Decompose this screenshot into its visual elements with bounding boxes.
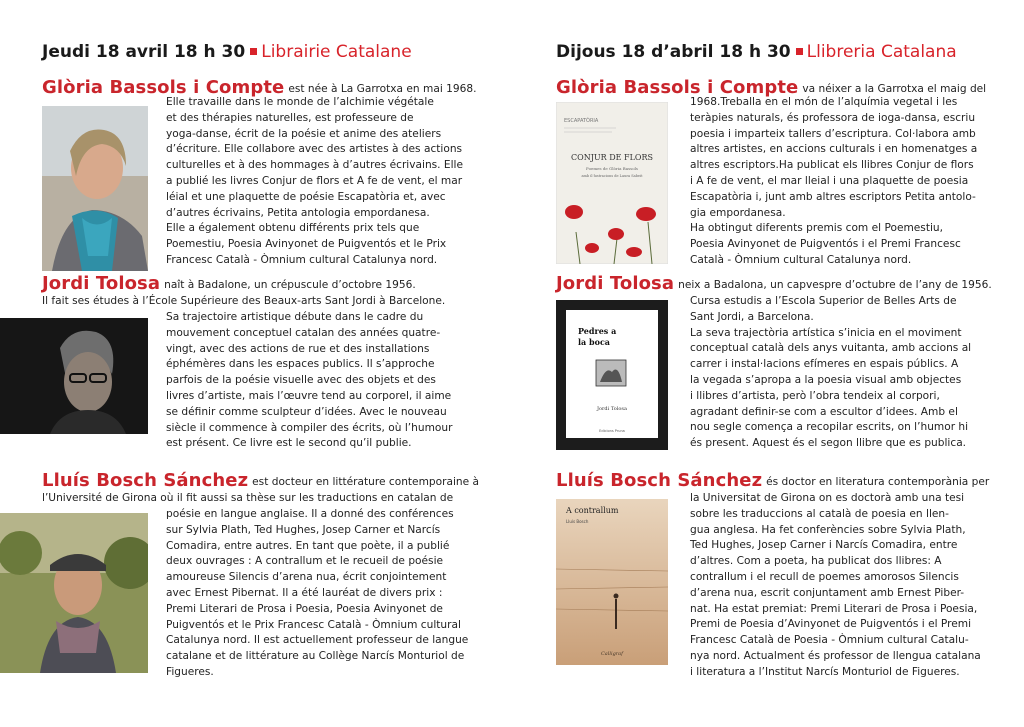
author-intro-text: est docteur en littérature contemporaine à [252, 476, 479, 488]
left-column [42, 0, 512, 727]
author-intro [42, 470, 512, 491]
author-photo-gloria [42, 106, 148, 271]
author-name: Glòria Bassols i Compte [42, 77, 285, 98]
event-date: Dijous 18 d’abril 18 h 30 [556, 42, 791, 62]
author-name: Glòria Bassols i Compte [556, 77, 799, 98]
author-name: Jordi Tolosa [42, 273, 161, 294]
author-name: Jordi Tolosa [556, 273, 675, 294]
book-illustrator: amb il·lustracions de Laura Sabeit [581, 174, 643, 178]
event-date: Jeudi 18 avril 18 h 30 [42, 42, 246, 62]
book-title: A contrallum [566, 506, 619, 515]
book-cover-a-contrallum [556, 499, 668, 665]
book-series: ESCAPATÒRIA [564, 118, 599, 124]
right-header [556, 42, 957, 62]
book-author: Lluís Bosch [566, 519, 589, 524]
author-name: Lluís Bosch Sánchez [42, 470, 249, 491]
book-author: Jordi Tolosa [597, 406, 627, 412]
book-cover-conjur-de-flors [556, 102, 668, 264]
author-intro [556, 470, 1024, 491]
author-bio: 1968.Treballa en el món de l’alquímia vegetal i les teràpies naturals, és professora de ioga-dansa, escriu poesia i imparteix tallers d’escriptura. Col·labora amb altres artistes, en accions culturals i en homenatges a altres escriptors.Ha publicat els llibres Conjur de flors i A fe de vent, el mar lleial i una plaquette de poesia Escapatòria i, junt amb altres escriptors Petita antolo- gia empordanesa. Ha obtingut diferents premis com el Poemestiu, Poesia Avinyonet de Puigventós i el Premi Francesc Català - Òmnium cultural Catalunya nord. [690, 96, 978, 266]
book-title-line1: Pedres a [578, 326, 617, 336]
author-name: Lluís Bosch Sánchez [556, 470, 763, 491]
event-venue: Librairie Catalane [261, 42, 412, 62]
right-column [556, 0, 1024, 727]
author-bio: Elle travaille dans le monde de l’alchimie végétale et des thérapies naturelles, est professeure de yoga-danse, écrit de la poésie et anime des ateliers d’écriture. Elle collabore avec des artistes à des actions culturelles et à des hommages à d’autres écrivains. Elle a publié les livres Conjur de flors et A fe de vent, el mar léial et une plaquette de poésie Escapatòria et, avec d’autres écrivains, Petita antologia empordanesa. Elle a également obtenu différents prix tels que Poemestiu, Poesia Avinyonet de Puigventós et le Prix Francesc Català - Òmnium cultural Catalunya nord. [166, 96, 464, 266]
book-publisher: Calligraf [600, 651, 624, 657]
author-bio: Sa trajectoire artistique débute dans le cadre du mouvement conceptuel catalan des années quatre- vingt, avec des actions de rue et des installations éphémères dans les espaces publics. Il s’approche parfois de la poésie visuelle avec des objets et des livres d’artiste, mais l’œuvre tend au corporel, il aime se définir comme sculpteur d’idées. Avec le nouveau siècle il commence à compiler des écrits, où l’humour est présent. Ce livre est le second qu’il publie. [166, 311, 453, 450]
author-bio: Cursa estudis a l’Escola Superior de Belles Arts de Sant Jordi, a Barcelona. La seva trajectòria artística s’inicia en el moviment conceptual català dels anys vuitanta, amb accions al carrer i instal·lacions efímeres en espais públics. A la vegada s’apropa a la poesia visual amb objectes i llibres d’artista, però l’obra tendeix al corpori, agradant definir-se com a escultor d’idees. Amb el nou segle comença a recopilar escrits, on l’humor hi és present. Aquest és el segon llibre que es publica. [690, 295, 972, 450]
author-bio: poésie en langue anglaise. Il a donné des conférences sur Sylvia Plath, Ted Hughes, Josep Carner et Narcís Comadira, entre autres. En tant que poète, il a publié deux ouvrages : A contrallum et le recueil de poésie amoureuse Silencis d’arena nua, écrit conjointement avec Ernest Pibernat. Il a été lauréat de divers prix : Premi Literari de Prosa i Poesia, Poesia Avinyonet de Puigventós et le Prix Francesc Català - Òmnium cultural Catalunya nord. Il est actuellement professeur de langue catalane et de littérature au Collège Narcís Monturiol de Figueres. [166, 508, 469, 678]
red-square-bullet [796, 48, 803, 55]
book-title: CONJUR DE FLORS [571, 153, 653, 162]
book-cover-pedres-a-la-boca [556, 300, 668, 450]
author-intro-text: naît à Badalone, un crépuscule d’octobre 1956. [164, 279, 416, 291]
author-intro-text: est née à La Garrotxa en mai 1968. [288, 83, 477, 95]
author-intro-text: neix a Badalona, un capvespre d’octubre de l’any de 1956. [678, 279, 992, 291]
red-square-bullet [250, 48, 257, 55]
book-subtitle: Poemes de Glòria Bassols [586, 166, 638, 171]
author-photo-lluis [0, 513, 148, 673]
left-header [42, 42, 412, 62]
author-photo-jordi [0, 318, 148, 434]
author-intro-text: és doctor en literatura contemporània per [766, 476, 990, 488]
author-bio: la Universitat de Girona on es doctorà amb una tesi sobre les traduccions al català de poesia en llen- gua anglesa. Ha fet conferències sobre Sylvia Plath, Ted Hughes, Josep Carner i Narcís Comadira, entre d’altres. Com a poeta, ha publicat dos llibres: A contrallum i el recull de poemes amorosos Silencis d’arena nua, escrit conjuntament amb Ernest Piber- nat. Ha estat premiat: Premi Literari de Prosa i Poesia, Premi de Poesia d’Avinyonet de Puigventós i el Premi Francesc Català de Poesia - Òmnium cultural Catalu- nya nord. Actualment és professor de llengua catalana i literatura a l’Institut Narcís Monturiol de Figueres. [690, 492, 981, 678]
book-publisher: Edicions Pruna [599, 429, 625, 433]
author-intro-text: va néixer a la Garrotxa el maig del [802, 83, 987, 95]
author-intro [556, 273, 1024, 294]
author-intro-line2: l’Université de Girona où il fit aussi sa thèse sur les traductions en catalan de [42, 492, 454, 504]
book-title-line2: la boca [578, 337, 610, 347]
author-intro [42, 273, 512, 294]
event-venue: Llibreria Catalana [806, 42, 957, 62]
author-intro-line2: Il fait ses études à l’École Supérieure des Beaux-arts Sant Jordi à Barcelone. [42, 295, 446, 307]
